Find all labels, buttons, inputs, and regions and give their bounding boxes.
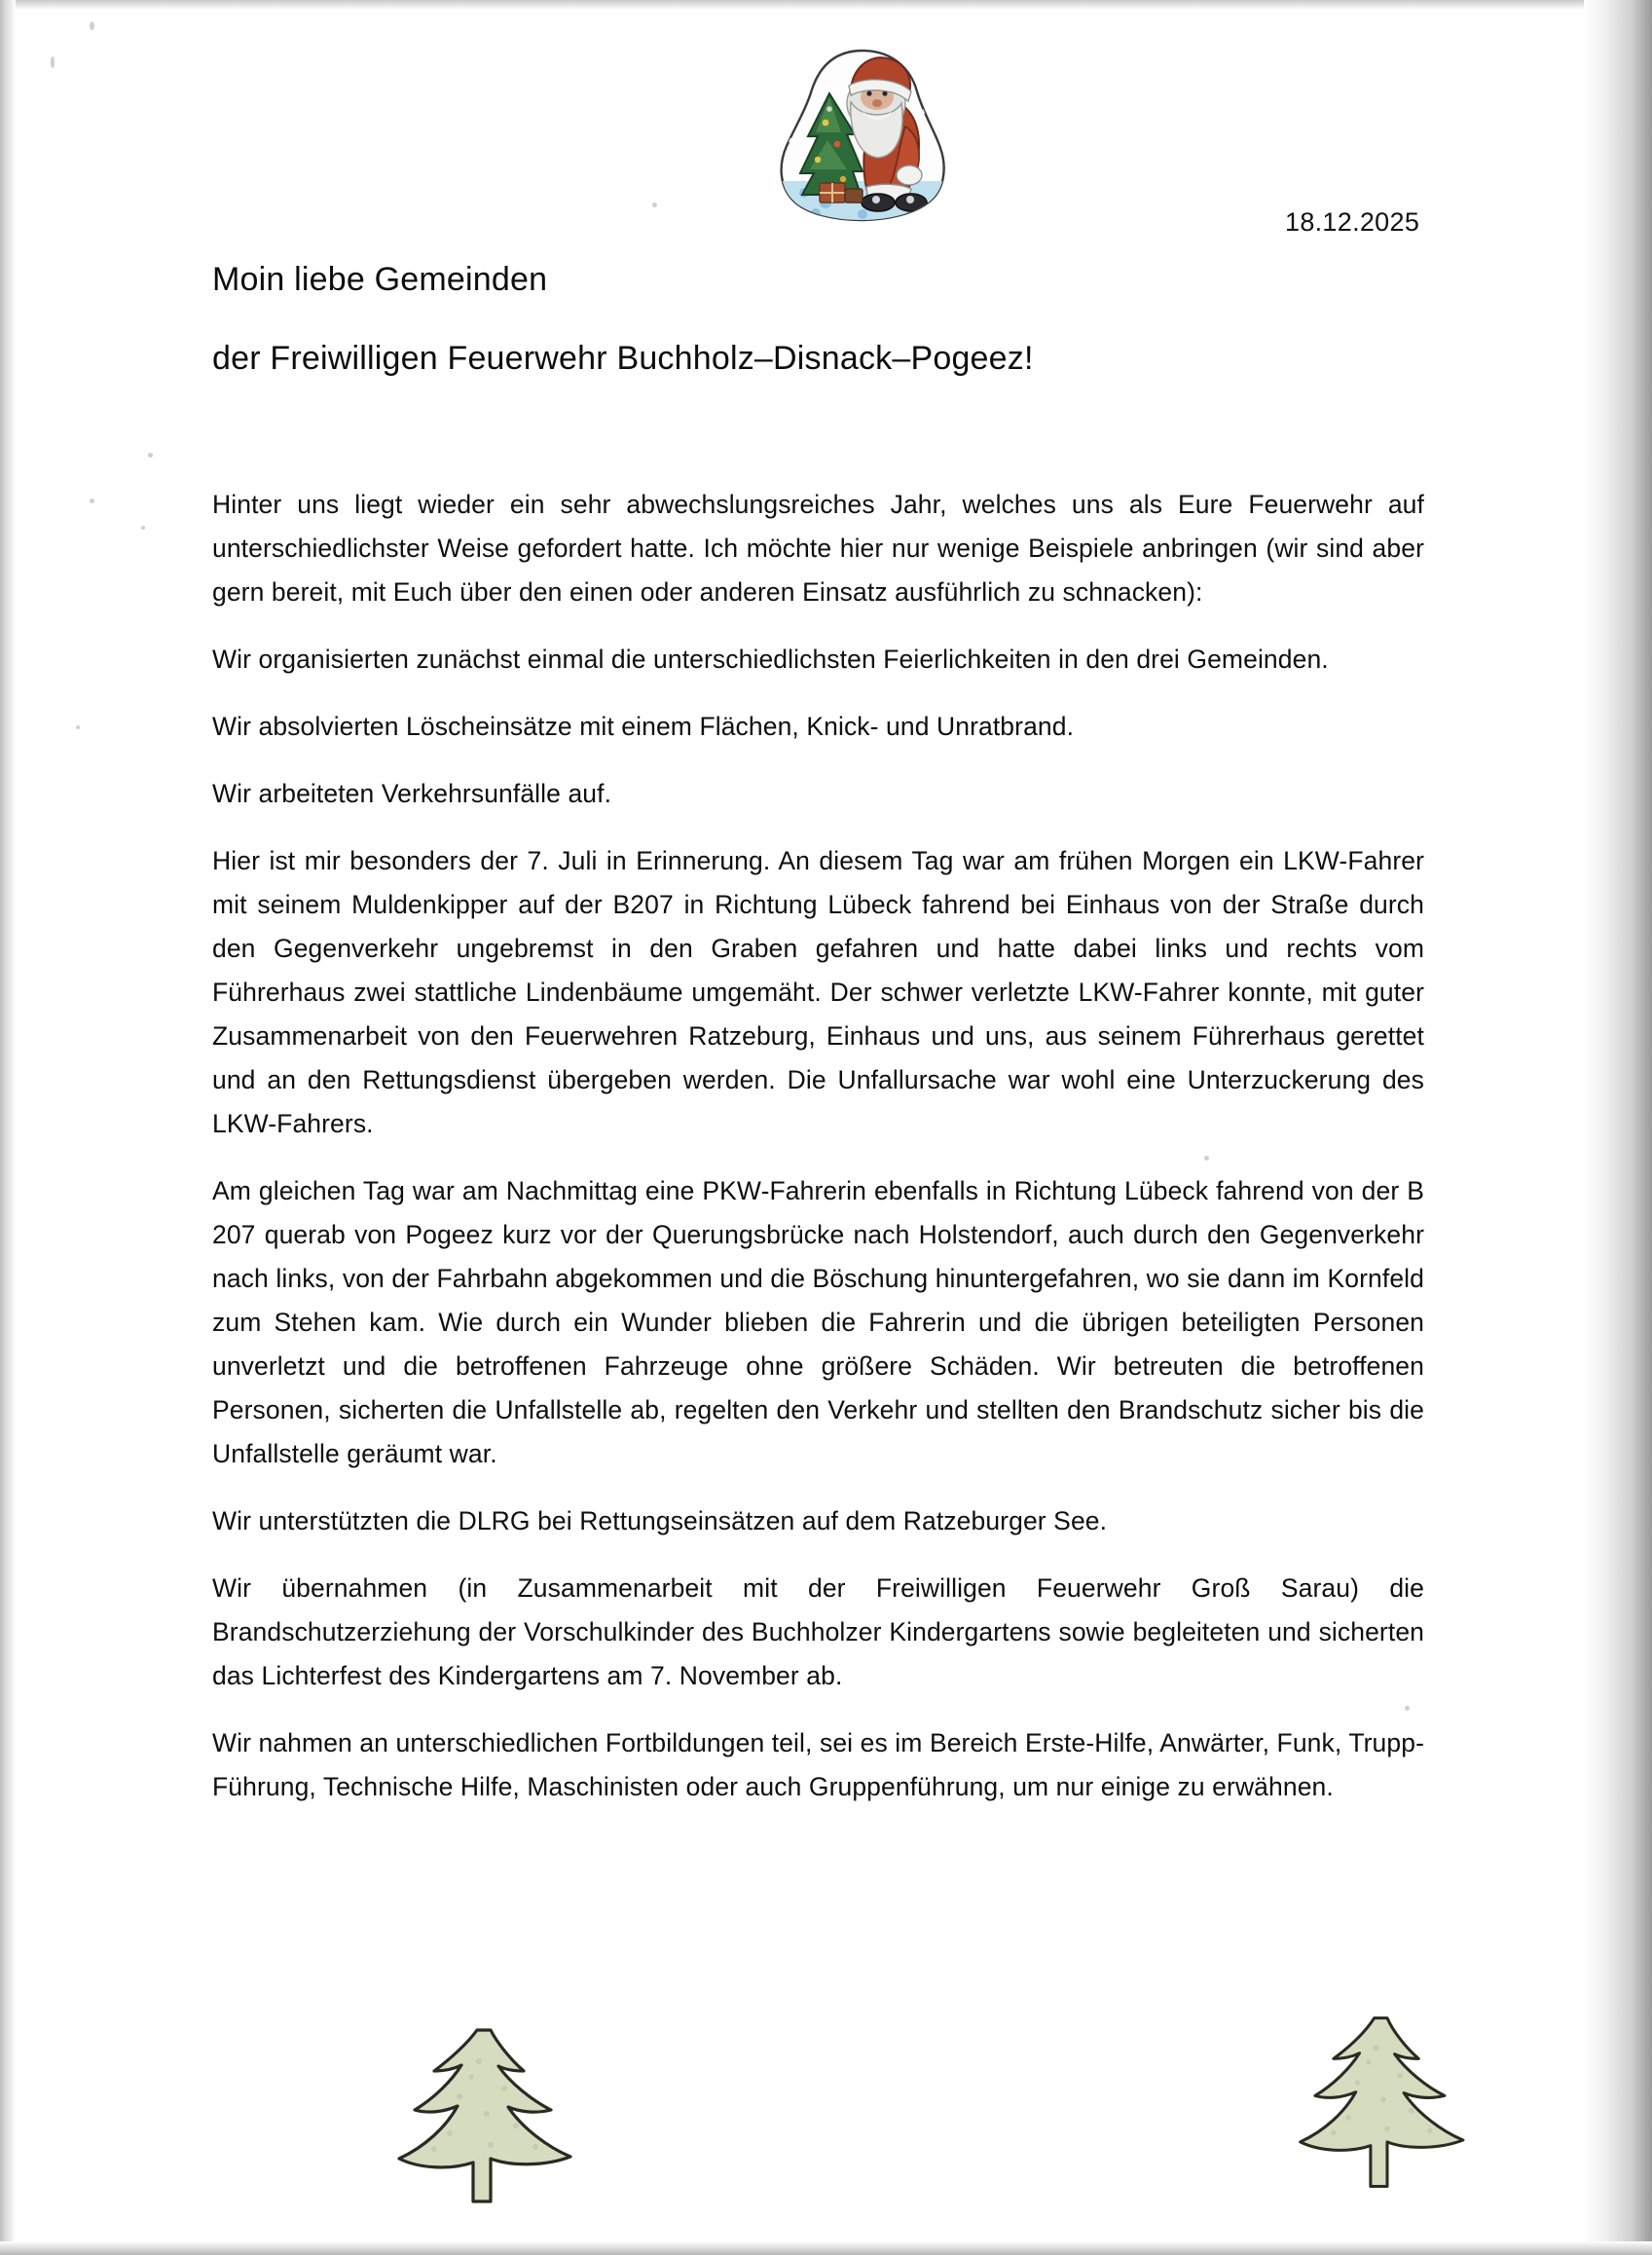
body-paragraph: Wir unterstützten die DLRG bei Rettungseinsätzen auf dem Ratzeburger See. bbox=[212, 1506, 1108, 1535]
scan-edge-top bbox=[0, 0, 1652, 10]
scan-edge-right bbox=[1584, 0, 1652, 2255]
scan-speck bbox=[90, 21, 94, 30]
santa-with-christmas-tree-sticker bbox=[769, 47, 954, 227]
heading-line-greeting: Moin liebe Gemeinden bbox=[212, 261, 548, 298]
scan-speck bbox=[148, 453, 153, 458]
letter-heading bbox=[212, 261, 1380, 378]
heading-line-organisation: der Freiwilligen Feuerwehr Buchholz–Disnack–Pogeez! bbox=[212, 340, 1034, 378]
letter-body bbox=[212, 483, 1424, 1832]
body-paragraph: Wir absolvierten Löscheinsätze mit einem Flächen, Knick- und Unratbrand. bbox=[212, 712, 1075, 741]
body-paragraph: Hinter uns liegt wieder ein sehr abwechslungsreiches Jahr, welches uns als Eure Feuerwehr auf unterschiedlichster Weise gefordert hatte. Ich möchte hier nur wenige Beispiele anbringen (wir sind aber gern bereit, mit Euch über den einen oder anderen Einsatz ausführlich zu schnacken): bbox=[212, 490, 1424, 607]
body-paragraph: Am gleichen Tag war am Nachmittag eine PKW-Fahrerin ebenfalls in Richtung Lübeck fahrend von der B 207 querab von Pogeez kurz vor der Querungsbrücke nach Holstendorf, auch durch den Gegenverkehr nach links, von der Fahrbahn abgekommen und die Böschung hinuntergefahren, wo sie dann im Kornfeld zum Stehen kam. Wie durch ein Wunder blieben die Fahrerin und die übrigen beteiligten Personen unverletzt und die betroffenen Fahrzeuge ohne größere Schäden. Wir betreuten die betroffenen Personen, sicherten die Unfallstelle ab, regelten den Verkehr und stellten den Brandschutz sicher bis die Unfallstelle geräumt war. bbox=[212, 1176, 1424, 1468]
body-paragraph: Wir organisierten zunächst einmal die unterschiedlichsten Feierlichkeiten in den drei Gemeinden. bbox=[212, 645, 1329, 674]
document-date: 18.12.2025 bbox=[1285, 207, 1420, 237]
body-paragraph: Wir arbeiteten Verkehrsunfälle auf. bbox=[212, 779, 612, 808]
body-paragraph: Wir nahmen an unterschiedlichen Fortbildungen teil, sei es im Bereich Erste-Hilfe, Anwärter, Funk, Trupp-Führung, Technische Hilfe, Maschinisten oder auch Gruppenführung, um nur einige zu erwähnen. bbox=[212, 1728, 1424, 1801]
scan-speck bbox=[76, 725, 80, 729]
scan-speck bbox=[51, 56, 55, 68]
body-paragraph: Wir übernahmen (in Zusammenarbeit mit der Freiwilligen Feuerwehr Groß Sarau) die Brandschutzerziehung der Vorschulkinder des Buchholzer Kindergartens sowie begleiteten und sicherten das Lichterfest des Kindergartens am 7. November ab. bbox=[212, 1573, 1424, 1690]
scan-edge-bottom bbox=[0, 2241, 1652, 2255]
scan-speck bbox=[652, 203, 657, 207]
scan-speck bbox=[141, 526, 145, 530]
body-paragraph: Hier ist mir besonders der 7. Juli in Erinnerung. An diesem Tag war am frühen Morgen ein LKW-Fahrer mit seinem Muldenkipper auf der B207 in Richtung Lübeck fahrend bei Einhaus von der Straße durch den Gegenverkehr ungebremst in den Graben gefahren und hatte dabei links und rechts vom Führerhaus zwei stattliche Lindenbäume umgemäht. Der schwer verletzte LKW-Fahrer konnte, mit guter Zusammenarbeit von den Feuerwehren Ratzeburg, Einhaus und uns, aus seinem Führerhaus gerettet und an den Rettungsdienst übergeben werden. Die Unfallursache war wohl eine Unterzuckerung des LKW-Fahrers. bbox=[212, 846, 1424, 1138]
christmas-tree-sticker-left bbox=[389, 2020, 584, 2215]
scan-edge-left bbox=[0, 0, 16, 2255]
scan-speck bbox=[90, 499, 94, 503]
christmas-tree-sticker-right bbox=[1295, 2006, 1480, 2200]
